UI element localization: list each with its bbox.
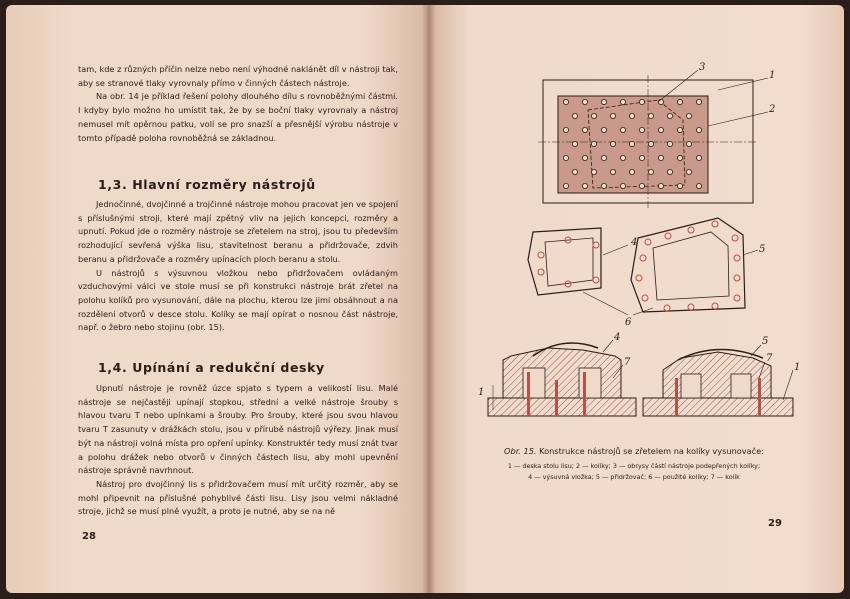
holder-pin bbox=[732, 235, 738, 241]
pin-hole bbox=[572, 169, 577, 174]
holder-pin bbox=[734, 255, 740, 261]
pin-hole bbox=[667, 141, 672, 146]
table-plate-drawing bbox=[538, 62, 775, 208]
legend-line: 4 — výsuvná vložka; 5 — přidržovač; 6 — použité kolíky; 7 — kolík bbox=[528, 473, 740, 481]
right-page bbox=[428, 5, 844, 593]
pin-hole bbox=[639, 127, 644, 132]
pin-hole bbox=[563, 127, 568, 132]
holder-pin bbox=[640, 255, 646, 261]
pin-hole bbox=[648, 113, 653, 118]
pin-hole bbox=[658, 99, 663, 104]
callout-2: 2 bbox=[769, 104, 776, 115]
pin-hole bbox=[696, 183, 701, 188]
holder-pin bbox=[636, 275, 642, 281]
pin-hole bbox=[620, 127, 625, 132]
pin-hole bbox=[582, 127, 587, 132]
pin-hole bbox=[601, 183, 606, 188]
figure-15-drawing bbox=[453, 60, 823, 430]
pin-hole bbox=[648, 141, 653, 146]
pin-hole bbox=[620, 183, 625, 188]
pin-hole bbox=[629, 113, 634, 118]
callout-5: 5 bbox=[759, 244, 766, 255]
pin-hole bbox=[677, 155, 682, 160]
callout-6: 6 bbox=[625, 317, 632, 328]
section-heading-1-3: 1,3. Hlavní rozměry nástrojů bbox=[98, 177, 316, 192]
figure-caption bbox=[456, 446, 812, 456]
callout-3: 3 bbox=[699, 62, 706, 73]
pin-hole bbox=[658, 127, 663, 132]
page-number-left: 28 bbox=[82, 531, 96, 542]
paragraph: U nástrojů s výsuvnou vložkou nebo přidržovačem ovládaným vzduchovými válci ve stole musí se při konstrukci nástroje brát zřetel na polohu kolíků pro vysunování, dále na plochu, kterou lze jimi obsáhnout a na rozdělení otvorů v desce stolu. Kolíky se mají opírat o nosnou část nástroje, např. o žebro nebo stojinu (obr. 15). bbox=[78, 267, 398, 333]
pin-hole bbox=[572, 141, 577, 146]
holder-pin bbox=[645, 239, 651, 245]
legend-line: 1 — deska stolu lisu; 2 — kolíky; 3 — obrysy částí nástroje podepřených kolíky; bbox=[507, 462, 761, 470]
callout-1-bottom-left: 1 bbox=[478, 387, 485, 398]
callout-4-bottom: 4 bbox=[614, 332, 621, 343]
pin-hole bbox=[582, 183, 587, 188]
pin-hole bbox=[591, 113, 596, 118]
holder-pin bbox=[734, 295, 740, 301]
caption-text: Konstrukce nástrojů se zřetelem na kolíky vysunovače: bbox=[539, 446, 764, 456]
callout-1: 1 bbox=[769, 70, 776, 81]
pin-hole bbox=[648, 169, 653, 174]
pin-hole bbox=[677, 183, 682, 188]
pin-hole bbox=[582, 99, 587, 104]
pin-hole bbox=[686, 169, 691, 174]
pin-hole bbox=[686, 141, 691, 146]
section-1-4-text bbox=[78, 382, 398, 519]
paragraph: Jednočinné, dvojčinné a trojčinné nástroje mohou pracovat jen ve spojení s příslušnými stroji, které mají zpětný vliv na jejich koncepci, rozměry a upnutí. Pokud jde o rozměry nástroje se zřetelem na stroj, jsou tu především rozhodující sevřená výška lisu, stavitelnost beranu a přidržovače, zdvih beranu a přidržovače a rozměry upínacích ploch beranu a stolu. bbox=[78, 199, 398, 264]
paragraph: Upnutí nástroje je rovněž úzce spjato s typem a velikostí lisu. Malé nástroje se nejčastěji upínají stopkou, střední a velké nástroje šrouby s hlavou tvaru T nebo upínkami a šrouby. Pro šrouby, které jsou svou hlavou tvaru T zasunuty v drážkách stolu, jsou v přírubě nástrojů výřezy. Jinak musí být na nástroji volná místa pro opření upínky. Konstruktér tedy musí znát tvar a polohu drážek nebo otvorů v činných částech lisu, aby mohl upevnění nástroje správně navrhnout. bbox=[78, 383, 398, 476]
pin-hole bbox=[629, 169, 634, 174]
caption-ref: Obr. 15. bbox=[504, 446, 537, 456]
book-gutter bbox=[422, 5, 436, 593]
insert-and-holder-drawing bbox=[528, 218, 765, 328]
pin-hole bbox=[563, 99, 568, 104]
section-heading-1-4: 1,4. Upínání a redukční desky bbox=[98, 360, 325, 375]
holder-pin bbox=[688, 227, 694, 233]
pin-hole bbox=[639, 155, 644, 160]
book-spread bbox=[6, 5, 844, 593]
pin-hole bbox=[696, 99, 701, 104]
holder-pin bbox=[688, 304, 694, 310]
holder-pin bbox=[712, 303, 718, 309]
pin-hole bbox=[563, 155, 568, 160]
callout-4: 4 bbox=[631, 237, 638, 248]
holder-pin bbox=[665, 233, 671, 239]
pin-hole bbox=[591, 141, 596, 146]
paragraph: Na obr. 14 je příklad řešení polohy dlouhého dílu s rovnoběžnými částmi. I kdyby bylo možno ho umístit tak, že by se boční tlaky vyrovnaly a nástroj nemusel mít opěrnou patku, volí se pro snazší a přesnější výrobu nástroje v tomto případě poloha rovnoběžná se základnou. bbox=[78, 91, 398, 143]
pin-hole bbox=[610, 169, 615, 174]
pin-hole bbox=[658, 155, 663, 160]
pin-hole bbox=[591, 169, 596, 174]
cross-section-drawing bbox=[478, 332, 800, 416]
pin-hole bbox=[601, 99, 606, 104]
holder-pin bbox=[734, 275, 740, 281]
pin-hole bbox=[677, 99, 682, 104]
pin-hole bbox=[620, 99, 625, 104]
pin-hole bbox=[696, 127, 701, 132]
section-1-3-text bbox=[78, 198, 398, 335]
left-page bbox=[6, 5, 428, 593]
callout-1-bottom-right: 1 bbox=[794, 362, 801, 373]
pin-hole bbox=[629, 141, 634, 146]
paragraph: Nástroj pro dvojčinný lis s přidržovačem musí mít určitý rozměr, aby se mohl připevnit na příslušné pohyblivé části lisu. Lisy jsou velmi nákladné stroje, jichž se musí plně využít, a proto je nutné, aby se na ně bbox=[78, 478, 398, 517]
pin-hole bbox=[639, 183, 644, 188]
page-number-right: 29 bbox=[768, 518, 782, 529]
holder-pin bbox=[712, 221, 718, 227]
pin-hole bbox=[610, 113, 615, 118]
pin-hole bbox=[667, 113, 672, 118]
callout-7-bottom-right: 7 bbox=[766, 353, 773, 364]
holder-pin bbox=[642, 295, 648, 301]
pin-hole bbox=[610, 141, 615, 146]
callout-5-bottom: 5 bbox=[762, 336, 769, 347]
pin-hole bbox=[620, 155, 625, 160]
figure-legend bbox=[456, 461, 812, 483]
pin-hole bbox=[582, 155, 587, 160]
pin-hole bbox=[696, 155, 701, 160]
pin-hole bbox=[563, 183, 568, 188]
pin-hole bbox=[686, 113, 691, 118]
pin-hole bbox=[601, 127, 606, 132]
pin-hole bbox=[639, 99, 644, 104]
paragraph: tam, kde z různých příčin nelze nebo není výhodné naklánět díl v nástroji tak, aby se stranové tlaky vyrovnaly přímo v činných částech nástroje. bbox=[78, 64, 398, 88]
intro-text bbox=[78, 63, 398, 145]
pin-hole bbox=[677, 127, 682, 132]
pin-hole bbox=[658, 183, 663, 188]
pin-hole bbox=[572, 113, 577, 118]
holder-pin bbox=[664, 305, 670, 311]
pin-hole bbox=[601, 155, 606, 160]
pin-hole bbox=[667, 169, 672, 174]
callout-7-bottom-left: 7 bbox=[624, 357, 631, 368]
